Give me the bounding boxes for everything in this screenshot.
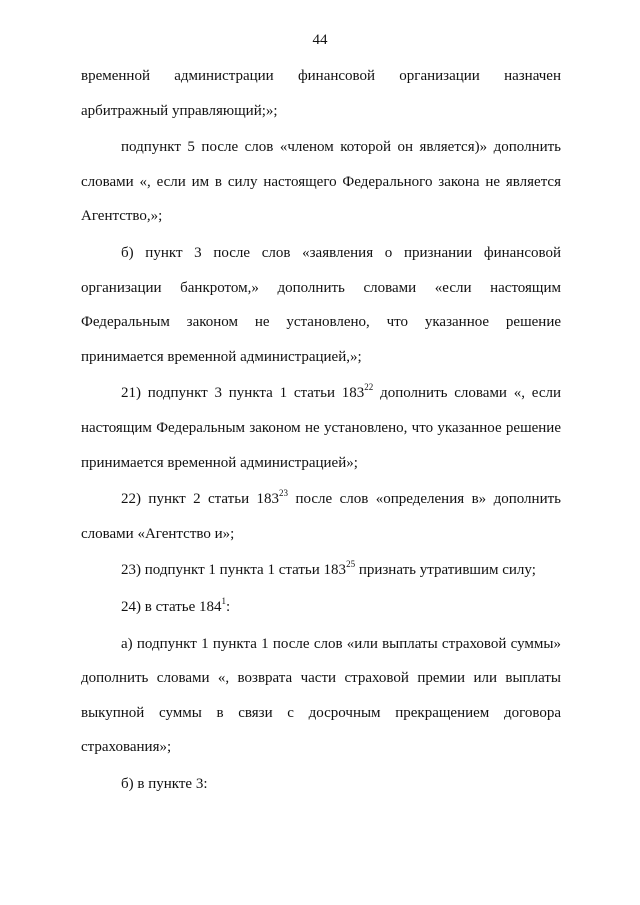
paragraph-item-22	[81, 482, 561, 551]
item-21-text: 21) подпункт 3 пункта 1 статьи 183	[121, 385, 365, 402]
item-23-superscript: 25	[346, 559, 356, 570]
document-body	[81, 59, 561, 801]
item-23-text-rest: признать утратившим силу;	[355, 562, 536, 579]
paragraph-item-b-point-3: б) пункт 3 после слов «заявления о признании финансовой организации банкротом,» дополнить словами «если настоящим Федеральным законом не установлено, что указанное решение принимается временной администрацией,»;	[81, 244, 561, 365]
item-21-text-rest: дополнить словами «, если настоящим Федеральным законом не установлено, что указанное решение принимается временной администрацией»;	[81, 385, 561, 471]
item-24-superscript: 1	[221, 595, 227, 606]
paragraph-item-24	[81, 590, 561, 625]
paragraph-continuation: временной администрации финансовой организации назначен арбитражный управляющий;»;	[81, 68, 561, 119]
item-21-superscript: 22	[364, 382, 374, 393]
item-24-text-rest: :	[226, 598, 231, 615]
item-23-text: 23) подпункт 1 пункта 1 статьи 183	[121, 562, 347, 579]
paragraph-item-a: а) подпункт 1 пункта 1 после слов «или выплаты страховой суммы» дополнить словами «, возврата части страховой премии или выплаты выкупной суммы в связи с досрочным прекращением договора страхования»;	[81, 635, 561, 756]
paragraph-item-b-point-3-sub: б) в пункте 3:	[121, 775, 208, 792]
paragraph-item-21	[81, 376, 561, 480]
item-24-text: 24) в статье 184	[121, 598, 222, 615]
paragraph-item-23	[81, 553, 561, 588]
paragraph-subpoint-5: подпункт 5 после слов «членом которой он является)» дополнить словами «, если им в силу настоящего Федерального закона не является Агентство,»;	[81, 139, 561, 225]
item-22-text-rest: после слов «определения в» дополнить словами «Агентство и»;	[81, 491, 561, 542]
page-number: 44	[312, 32, 328, 48]
item-22-superscript: 23	[279, 488, 289, 499]
item-22-text: 22) пункт 2 статьи 183	[121, 491, 280, 508]
